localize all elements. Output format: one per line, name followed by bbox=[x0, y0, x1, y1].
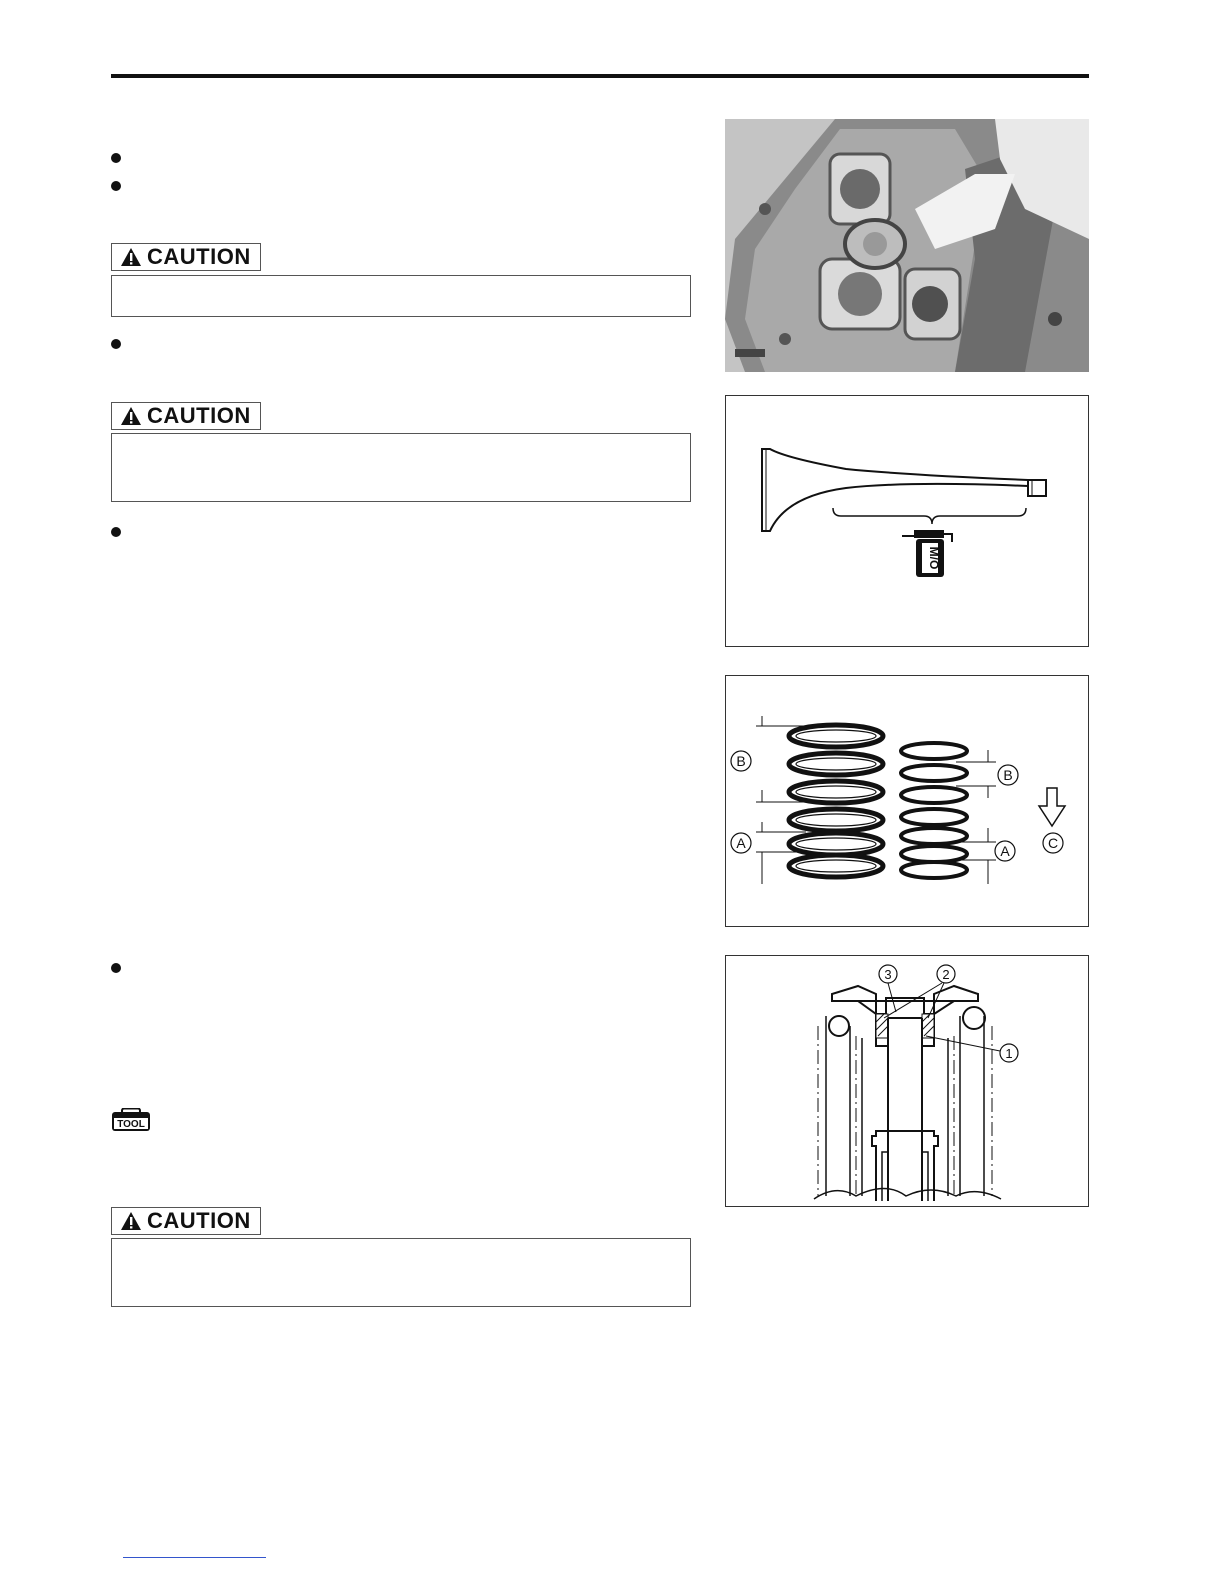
bullet-4 bbox=[111, 527, 121, 537]
callout-2: 2 bbox=[942, 967, 950, 982]
down-arrow-icon bbox=[1039, 788, 1065, 826]
valve-cotter-figure bbox=[725, 955, 1089, 1207]
warning-triangle-icon bbox=[120, 247, 142, 267]
callout-3: 3 bbox=[884, 967, 892, 982]
caution-box-1 bbox=[111, 275, 691, 317]
marker-a-left: A bbox=[736, 835, 746, 851]
caution-heading-1: CAUTION bbox=[147, 244, 251, 269]
bullet-1 bbox=[111, 153, 121, 163]
header-rule bbox=[111, 74, 1089, 78]
marker-b-left: B bbox=[736, 753, 746, 769]
valve-stem-figure bbox=[725, 395, 1089, 647]
oil-can-icon bbox=[902, 530, 952, 577]
marker-c: C bbox=[1047, 835, 1059, 851]
caution-label-2 bbox=[111, 402, 261, 430]
tool-label: TOOL bbox=[117, 1119, 145, 1130]
warning-triangle-icon bbox=[120, 406, 142, 426]
marker-b-right: B bbox=[1003, 767, 1013, 783]
cylinder-head-photo bbox=[725, 119, 1089, 372]
bullet-3 bbox=[111, 339, 121, 349]
bullet-2 bbox=[111, 181, 121, 191]
caution-heading-3: CAUTION bbox=[147, 1208, 251, 1233]
warning-triangle-icon bbox=[120, 1211, 142, 1231]
valve-spring-figure bbox=[725, 675, 1089, 927]
bullet-5 bbox=[111, 963, 121, 973]
oil-can-label: M/O bbox=[927, 546, 941, 570]
caution-label-1 bbox=[111, 243, 261, 271]
caution-box-2 bbox=[111, 433, 691, 502]
marker-a-right: A bbox=[1000, 843, 1010, 859]
caution-box-3 bbox=[111, 1238, 691, 1307]
caution-heading-2: CAUTION bbox=[147, 403, 251, 428]
caution-label-3 bbox=[111, 1207, 261, 1235]
footer-link-underline[interactable] bbox=[123, 1557, 266, 1558]
toolbox-icon bbox=[111, 1108, 151, 1132]
callout-1: 1 bbox=[1005, 1046, 1013, 1061]
